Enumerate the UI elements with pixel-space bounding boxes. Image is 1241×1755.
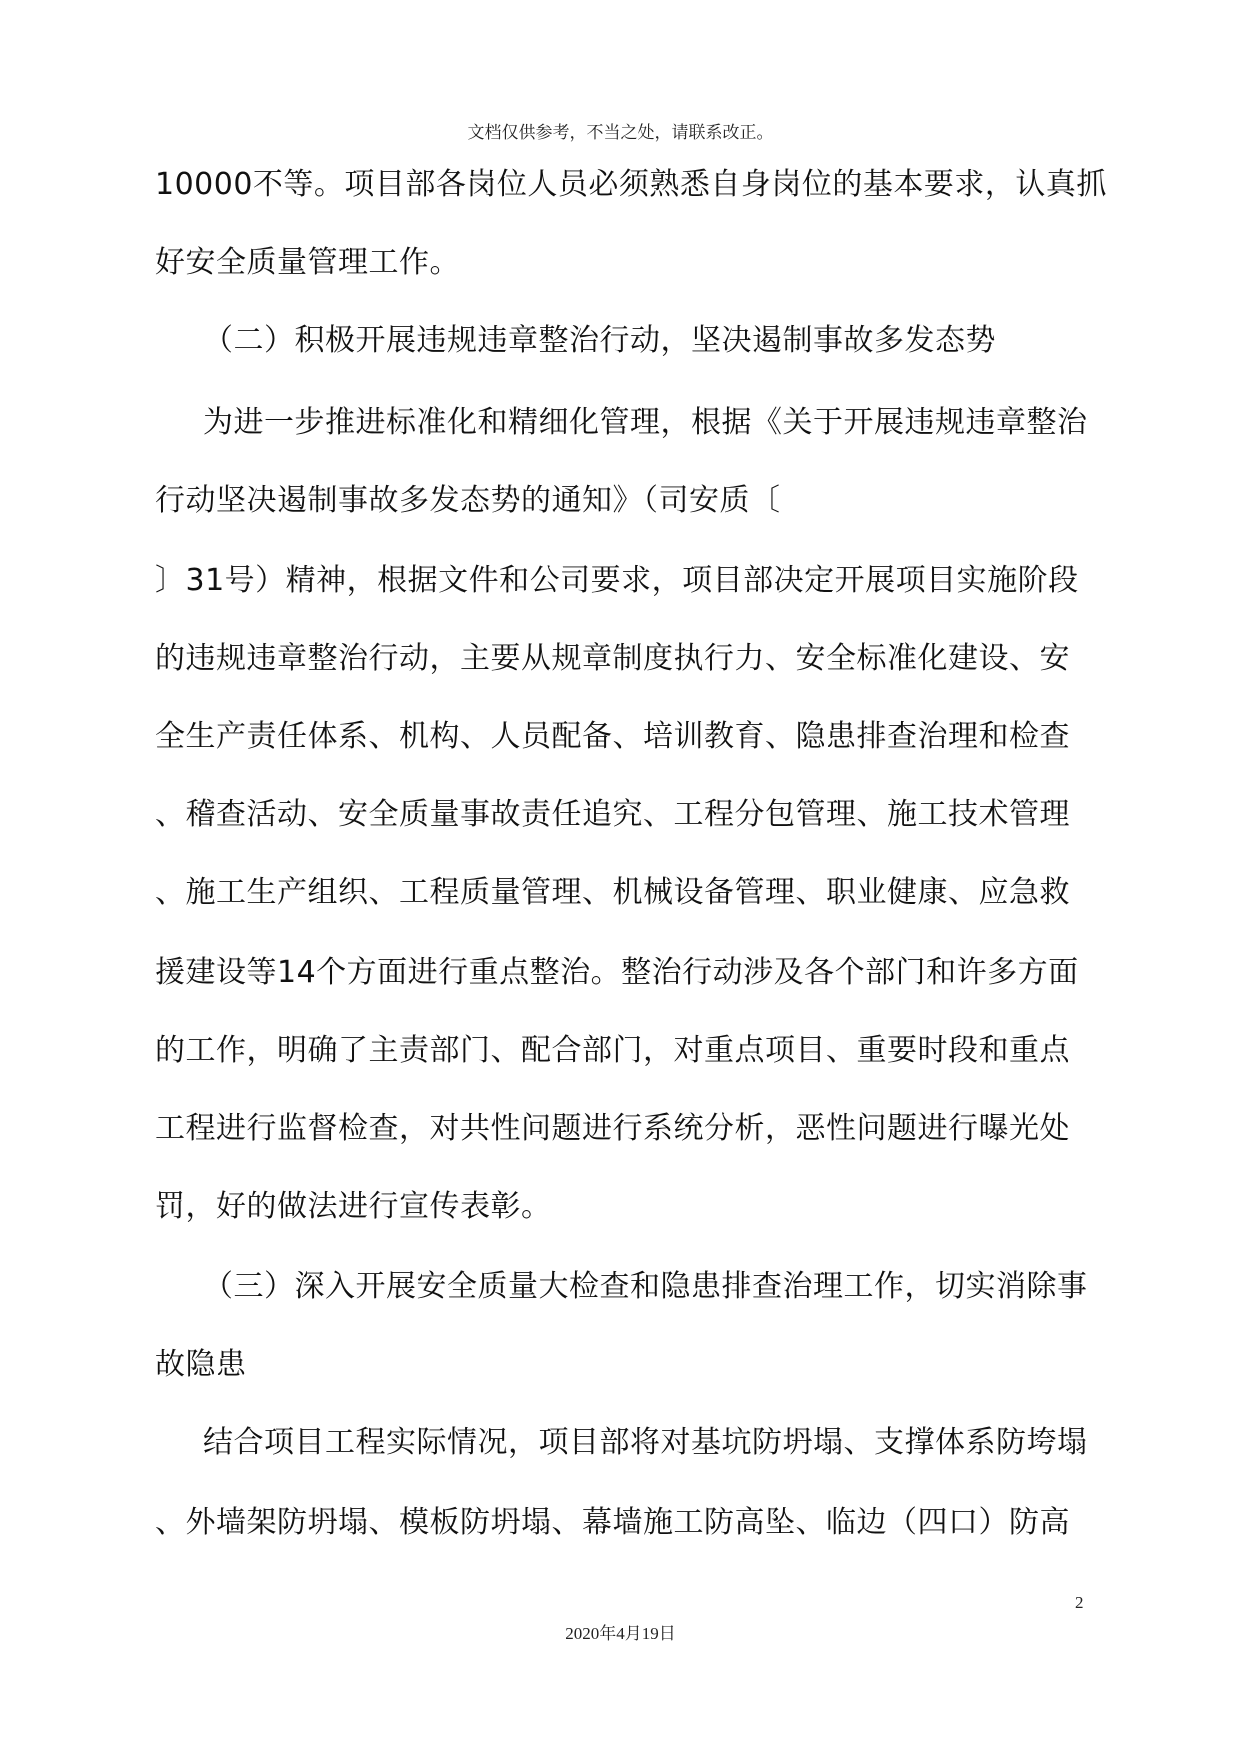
section-heading-3: （三）深入开展安全质量大检查和隐患排查治理工作，切实消除事 bbox=[203, 1269, 1088, 1304]
body-line: 罚，好的做法进行宣传表彰。 bbox=[155, 1189, 552, 1224]
body-line: 为进一步推进标准化和精细化管理，根据《关于开展违规违章整治 bbox=[203, 405, 1088, 440]
body-line: 好安全质量管理工作。 bbox=[155, 245, 460, 280]
body-line: 10000不等。项目部各岗位人员必须熟悉自身岗位的基本要求，认真抓 bbox=[155, 167, 1107, 202]
body-line: 全生产责任体系、机构、人员配备、培训教育、隐患排查治理和检查 bbox=[155, 719, 1070, 754]
body-line: 工程进行监督检查，对共性问题进行系统分析，恶性问题进行曝光处 bbox=[155, 1111, 1070, 1146]
body-line: 、施工生产组织、工程质量管理、机械设备管理、职业健康、应急救 bbox=[155, 875, 1070, 910]
body-line: 的工作，明确了主责部门、配合部门，对重点项目、重要时段和重点 bbox=[155, 1033, 1070, 1068]
page-number: 2 bbox=[1075, 1593, 1084, 1612]
section-heading-2: （二）积极开展违规违章整治行动，坚决遏制事故多发态势 bbox=[203, 323, 996, 358]
body-line: 行动坚决遏制事故多发态势的通知》（司安质〔 bbox=[155, 483, 781, 518]
header-note: 文档仅供参考，不当之处，请联系改正。 bbox=[467, 123, 774, 143]
section-heading-3-cont: 故隐患 bbox=[155, 1347, 247, 1382]
footer-date: 2020年4月19日 bbox=[565, 1624, 676, 1643]
body-line: 结合项目工程实际情况，项目部将对基坑防坍塌、支撑体系防垮塌 bbox=[203, 1425, 1088, 1460]
body-line: 、外墙架防坍塌、模板防坍塌、幕墙施工防高坠、临边（四口）防高 bbox=[155, 1505, 1070, 1540]
body-line: 援建设等14个方面进行重点整治。整治行动涉及各个部门和许多方面 bbox=[155, 955, 1079, 990]
body-line: 的违规违章整治行动，主要从规章制度执行力、安全标准化建设、安 bbox=[155, 641, 1070, 676]
body-line: 、稽查活动、安全质量事故责任追究、工程分包管理、施工技术管理 bbox=[155, 797, 1070, 832]
body-line: 〕31号）精神，根据文件和公司要求，项目部决定开展项目实施阶段 bbox=[155, 563, 1079, 598]
